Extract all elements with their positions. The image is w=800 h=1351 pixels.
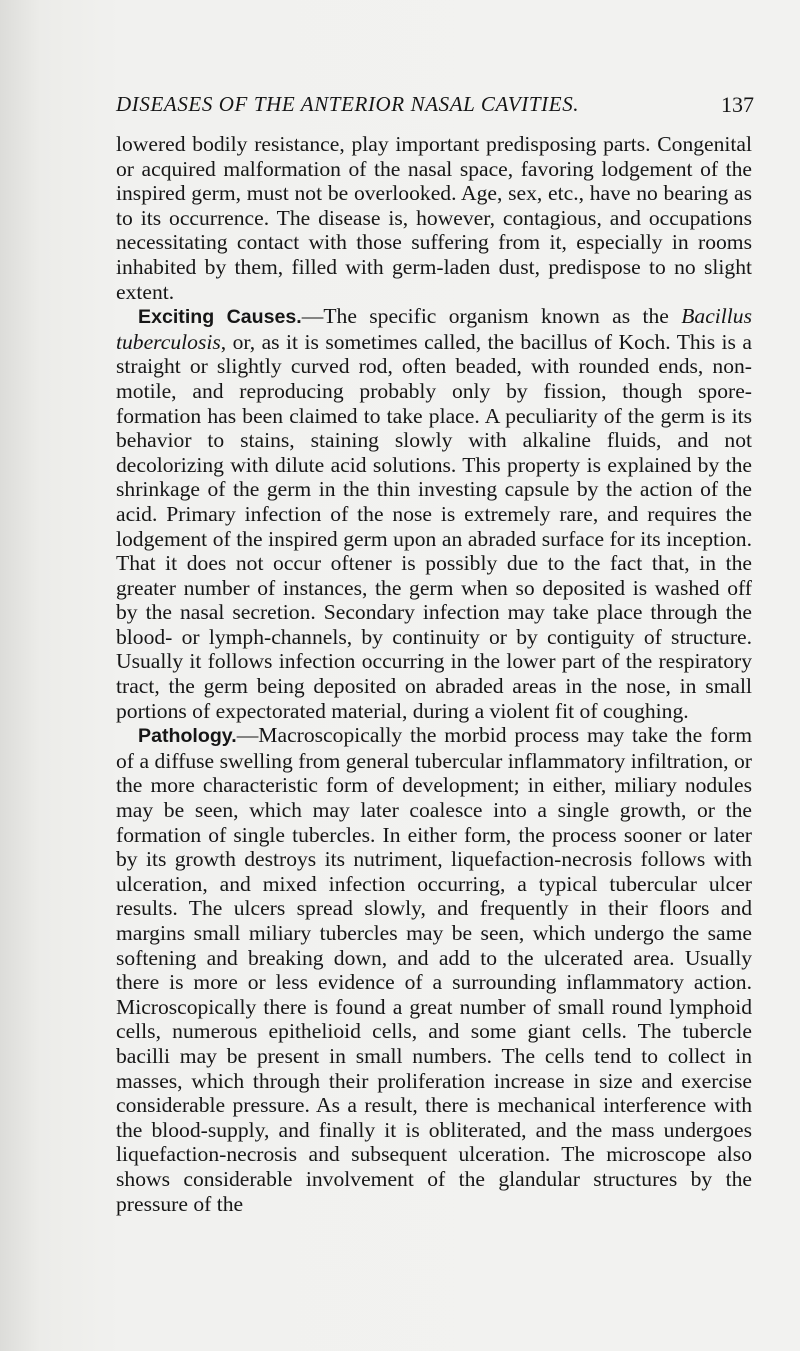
body-text bbox=[116, 132, 752, 1216]
section-heading-pathology: Pathology. bbox=[138, 725, 237, 748]
exciting-causes-lead: —The specific organism known as the bbox=[301, 304, 682, 329]
paragraph-pathology bbox=[116, 723, 752, 1216]
running-title: DISEASES OF THE ANTERIOR NASAL CAVITIES. bbox=[116, 92, 580, 116]
exciting-causes-text: , or, as it is sometimes called, the bacillus of Koch. This is a straight or slightly curved rod, often beaded, with rounded ends, non-motile, and reproducing probably only by fission, though spore-formation has been claimed to take place. A peculiarity of the germ is its behavior to stains, staining slowly with alkaline fluids, and not decolorizing with dilute acid solutions. This property is explained by the shrinkage of the germ in the thin investing capsule by the action of the acid. Primary infection of the nose is extremely rare, and requires the lodgement of the inspired germ upon an abraded surface for its inception. That it does not occur oftener is possibly due to the fact that, in the greater number of instances, the germ when so deposited is washed off by the nasal secretion. Secondary infection may take place through the blood- or lymph-channels, by continuity or by contiguity of structure. Usually it follows infection occurring in the lower part of the respiratory tract, the germ being deposited on abraded areas in the nose, in small portions of expectorated material, during a violent fit of coughing. bbox=[116, 329, 752, 723]
page-number: 137 bbox=[721, 92, 754, 117]
pathology-text: —Macroscopically the morbid process may take the form of a diffuse swelling from general tubercular inflammatory infiltration, or the more characteristic form of development; in either, miliary nodules may be seen, which may later coalesce into a single growth, or the formation of single tubercles. In either form, the process sooner or later by its growth destroys its nutriment, liquefaction-necrosis follows with ulceration, and mixed infection occurring, a typical tubercular ulcer results. The ulcers spread slowly, and frequently in their floors and margins small miliary tubercles may be seen, which undergo the same softening and breaking down, and add to the ulcerated area. Usually there is more or less evidence of a surrounding inflammatory action. Microscopically there is found a great number of small round lymphoid cells, numerous epithelioid cells, and some giant cells. The tubercle bacilli may be present in small numbers. The cells tend to collect in masses, which through their proliferation increase in size and exercise considerable pressure. As a result, there is mechanical interference with the blood-supply, and finally it is obliterated, and the mass undergoes liquefaction-necrosis and subsequent ulceration. The microscope also shows considerable involvement of the glandular structures by the pressure of the bbox=[116, 723, 752, 1216]
paragraph-exciting-causes bbox=[116, 304, 752, 723]
bacillus-name: Bacillus tuberculosis bbox=[116, 304, 752, 354]
paragraph-predisposing: lowered bodily resistance, play important predisposing parts. Congenital or acquired malformation of the nasal space, favoring lodgement of the inspired germ, must not be overlooked. Age, sex, etc., have no bearing as to its occurrence. The disease is, however, contagious, and occupations necessitating contact with those suffering from it, especially in rooms inhabited by them, filled with germ-laden dust, predispose to no slight extent. bbox=[116, 132, 752, 304]
section-heading-exciting-causes: Exciting Causes. bbox=[138, 306, 302, 329]
